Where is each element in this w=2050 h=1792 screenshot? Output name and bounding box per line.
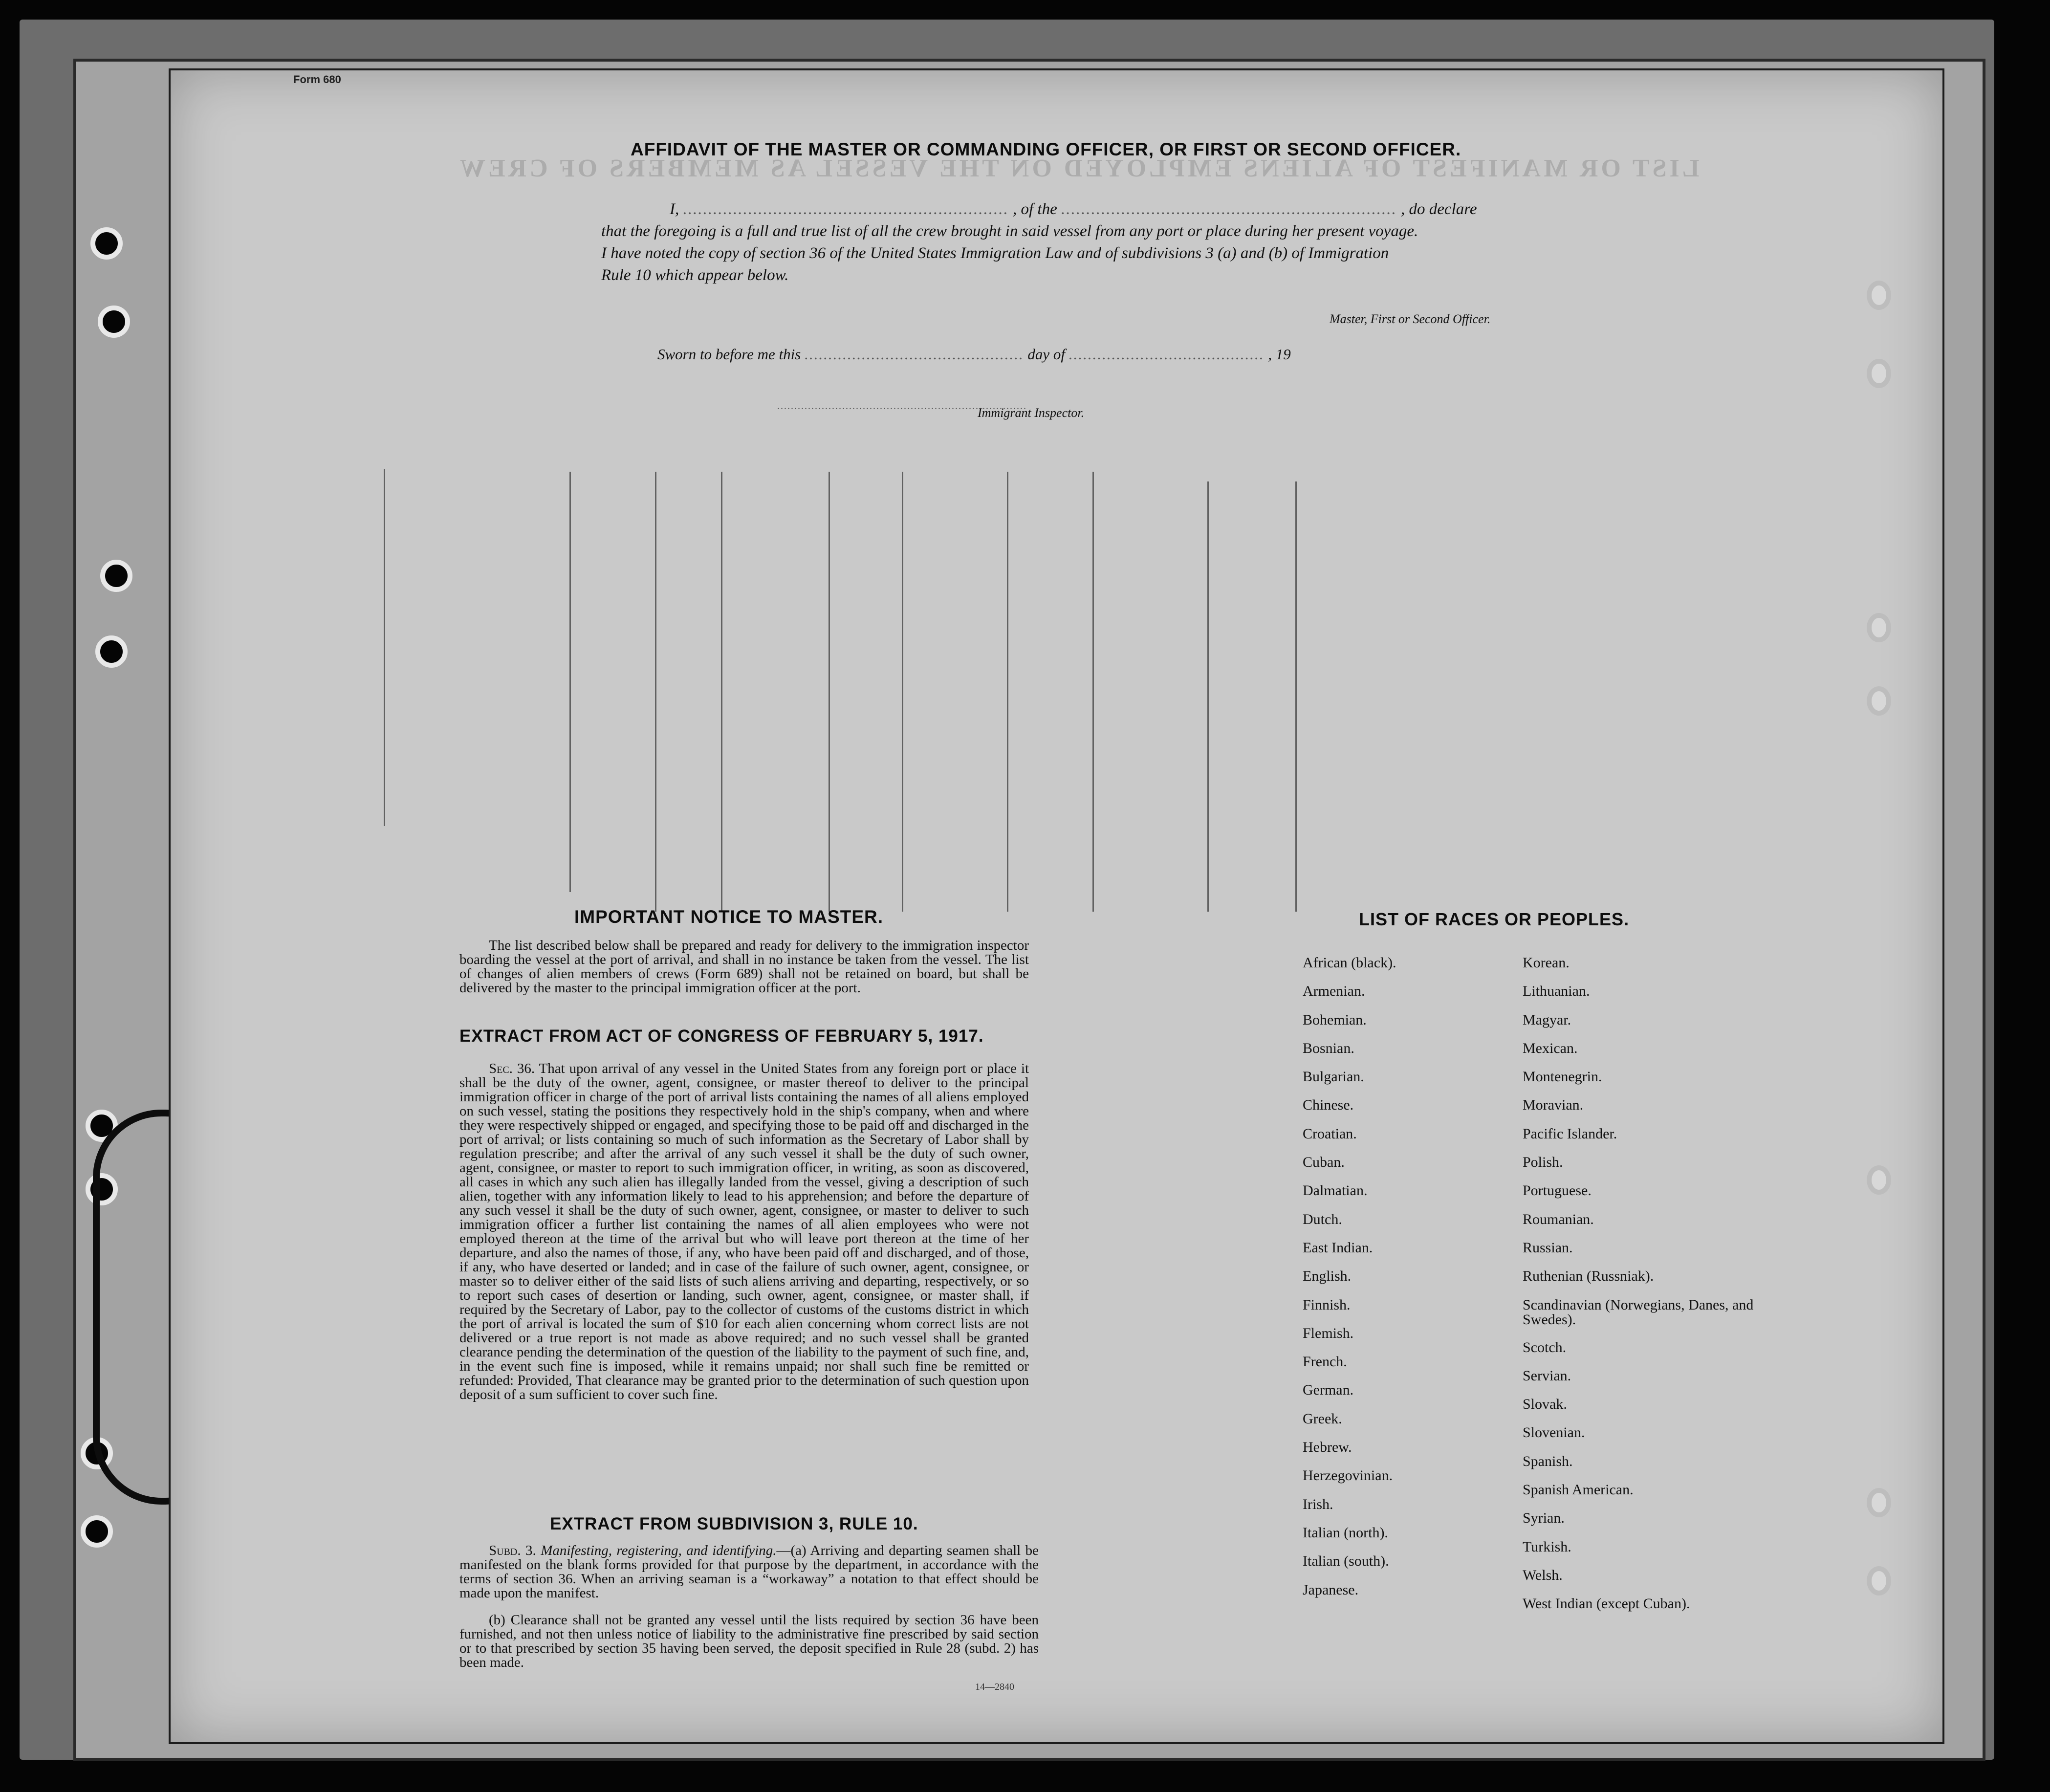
race-item: Hebrew. <box>1303 1439 1352 1456</box>
punch-hole-icon <box>1867 1165 1891 1195</box>
column-rule <box>1207 481 1209 912</box>
race-item: Bulgarian. <box>1303 1069 1364 1085</box>
column-rule <box>384 469 385 826</box>
race-item: Montenegrin. <box>1523 1069 1602 1085</box>
race-item: Scandinavian (Norwegians, Danes, and Swedes). <box>1523 1296 1754 1328</box>
race-item: Croatian. <box>1303 1125 1357 1142</box>
race-item: Bohemian. <box>1303 1011 1367 1028</box>
race-item: Italian (north). <box>1303 1524 1388 1541</box>
punch-hole-icon <box>100 560 132 592</box>
punch-hole-icon <box>1867 359 1891 388</box>
name-blank[interactable]: ................................................................. <box>683 200 1009 218</box>
rule-10-paragraph-b: (b) Clearance shall not be granted any vessel until the lists required by section 36 have been furnished, and not then unless notice of liability to the administrative fine prescribed by said section or to that prescribed by section 35 having been served, the deposit specified in Rule 28 (subd. 2) has been made. <box>459 1612 1039 1670</box>
column-rule <box>902 472 903 912</box>
race-item: Welsh. <box>1523 1567 1563 1583</box>
punch-hole-icon <box>1867 281 1891 310</box>
race-item: Pacific Islander. <box>1523 1125 1617 1142</box>
extract-act-title: EXTRACT FROM ACT OF CONGRESS OF FEBRUARY 5, 1917. <box>459 1027 984 1046</box>
race-item: East Indian. <box>1303 1239 1373 1256</box>
declaration-line-3: I have noted the copy of section 36 of the United States Immigration Law and of subdivisions 3 (a) and (b) of Immigration <box>601 244 1389 262</box>
rule-10-paragraph-a: Subd. 3. Manifesting, registering, and identifying.—(a) Arriving and departing seamen shall be manifested on the blank forms provided for that purpose by the department, in accordance with the terms of section 36. When an arriving seaman is a “workaway” a notation to that effect should be made upon the manifest. <box>459 1543 1039 1601</box>
race-item: Irish. <box>1303 1496 1333 1512</box>
affidavit-title: AFFIDAVIT OF THE MASTER OR COMMANDING OFFICER, OR FIRST OR SECOND OFFICER. <box>631 139 1461 159</box>
race-item: Lithuanian. <box>1523 983 1590 1000</box>
punch-hole-icon <box>1867 1488 1891 1517</box>
extract-rule-title: EXTRACT FROM SUBDIVISION 3, RULE 10. <box>550 1514 918 1533</box>
race-item: Dutch. <box>1303 1211 1342 1227</box>
sworn-line: Sworn to before me this .............................................. day of ......................................... , 19 <box>657 346 1291 363</box>
column-rule <box>1092 472 1094 912</box>
race-item: Syrian. <box>1523 1510 1565 1527</box>
races-title: LIST OF RACES OR PEOPLES. <box>1359 909 1630 929</box>
race-item: Flemish. <box>1303 1325 1354 1341</box>
sworn-day-blank[interactable]: .............................................. <box>805 346 1024 363</box>
races-left-column <box>1303 956 1498 1611</box>
race-item: African (black). <box>1303 955 1396 971</box>
punch-hole-icon <box>95 635 128 668</box>
race-item: English. <box>1303 1268 1352 1285</box>
race-item: Portuguese. <box>1523 1182 1592 1199</box>
bleed-through-title: LIST OR MANIFEST OF ALIENS EMPLOYED ON THE VESSEL AS MEMBERS OF CREW <box>457 154 1700 182</box>
race-item: Finnish. <box>1303 1296 1351 1313</box>
punch-hole-icon <box>81 1515 113 1548</box>
column-rule <box>569 472 571 892</box>
punch-hole-icon <box>98 306 130 338</box>
race-item: Spanish. <box>1523 1453 1573 1469</box>
punch-hole-icon <box>1867 686 1891 716</box>
race-item: Turkish. <box>1523 1538 1571 1555</box>
race-item: Dalmatian. <box>1303 1182 1368 1199</box>
punch-hole-icon <box>1867 1566 1891 1595</box>
sworn-month-blank[interactable]: ......................................... <box>1069 346 1265 363</box>
inspector-signature-label: Immigrant Inspector. <box>978 406 1085 420</box>
inspector-signature-line[interactable]: ......................................................................... <box>777 401 1027 412</box>
race-item: Korean. <box>1523 955 1570 971</box>
punch-hole-icon <box>1867 613 1891 642</box>
race-item: Russian. <box>1523 1239 1573 1256</box>
race-item: Magyar. <box>1523 1011 1571 1028</box>
form-number: Form 680 <box>293 73 341 86</box>
race-item: Armenian. <box>1303 983 1365 1000</box>
race-item: Japanese. <box>1303 1581 1359 1598</box>
race-item: French. <box>1303 1354 1347 1370</box>
declaration-line-1: I, ................................................................. , of the ................................................................... , do declare <box>670 200 1477 218</box>
race-item: Slovenian. <box>1523 1424 1585 1441</box>
race-item: Roumanian. <box>1523 1211 1594 1227</box>
race-item: Herzegovinian. <box>1303 1467 1393 1484</box>
column-rule <box>1007 472 1008 912</box>
race-item: Slovak. <box>1523 1396 1567 1413</box>
master-signature-label: Master, First or Second Officer. <box>1330 312 1491 326</box>
print-code: 14—2840 <box>975 1682 1014 1692</box>
race-item: Cuban. <box>1303 1154 1345 1171</box>
race-item: Chinese. <box>1303 1097 1354 1114</box>
race-item: German. <box>1303 1382 1354 1399</box>
declaration-line-2: that the foregoing is a full and true list of all the crew brought in said vessel from any port or place during her present voyage. <box>601 222 1418 240</box>
race-item: Greek. <box>1303 1410 1342 1427</box>
column-rule <box>1295 481 1297 912</box>
race-item: Italian (south). <box>1303 1553 1389 1570</box>
section-36-paragraph: Sec. 36. That upon arrival of any vessel in the United States from any foreign port or place it shall be the duty of the owner, agent, consignee, or master thereof to deliver to the principal immigration officer in charge of the port of arrival lists containing the names of all aliens employed on such vessel, stating the positions they respectively hold in the ship's company, when and where they were respectively shipped or engaged, and specifying those to be paid off and discharged in the port of arrival; or lists containing so much of such information as the Secretary of Labor shall by regulation prescribe; and after the arrival of any such vessel it shall be the duty of such owner, agent, consignee, or master to report to such immigration officer, in writing, as soon as discovered, all cases in which any such alien has illegally landed from the vessel, giving a description of such alien, together with any information likely to lead to his apprehension; and before the departure of any such vessel it shall be the duty of such owner, agent, consignee, or master to deliver to such immigration officer a further list containing the names of all alien employees who were not employed thereon at the time of the arrival but who will leave port thereon at the time of her departure, and also the names of those, if any, who have been paid off and discharged, and of those, if any, who have deserted or landed; and in case of the failure of such owner, agent, consignee, or master so to deliver either of the said lists of such aliens arriving and departing, respectively, or so to report such cases of desertion or landing, such owner, agent, consignee, or master shall, if required by the Secretary of Labor, pay to the collector of customs of the customs district in which the port of arrival is located the sum of $10 for each alien concerning whom correct lists are not delivered or a true report is not made as above required; and no such vessel shall be granted clearance pending the determination of the question of the liability to the payment of such fine, and, in the event such fine is imposed, while it remains unpaid; nor shall such fine be remitted or refunded: Provided, That clearance may be granted prior to the determination of such question upon deposit of a sum sufficient to cover such fine. <box>459 1061 1029 1402</box>
race-item: Moravian. <box>1523 1097 1584 1114</box>
declaration-line-4: Rule 10 which appear below. <box>601 266 789 284</box>
vessel-blank[interactable]: ................................................................... <box>1061 200 1397 218</box>
race-item: Bosnian. <box>1303 1040 1354 1056</box>
race-item: Ruthenian (Russniak). <box>1523 1268 1654 1285</box>
section-label: Sec. 36. <box>489 1061 535 1076</box>
races-right-column <box>1523 956 1777 1625</box>
race-item: West Indian (except Cuban). <box>1523 1595 1690 1612</box>
race-item: Polish. <box>1523 1154 1563 1171</box>
column-rule <box>655 472 656 912</box>
race-item: Servian. <box>1523 1367 1571 1384</box>
notice-title: IMPORTANT NOTICE TO MASTER. <box>574 907 884 927</box>
notice-paragraph: The list described below shall be prepared and ready for delivery to the immigration inspector boarding the vessel at the port of arrival, and shall in no instance be taken from the vessel. The list of changes of alien members of crews (Form 689) shall not be retained on board, but shall be delivered by the master to the principal immigration officer at the port. <box>459 938 1029 996</box>
punch-hole-icon <box>90 227 123 260</box>
race-item: Scotch. <box>1523 1339 1567 1355</box>
race-item: Spanish American. <box>1523 1482 1634 1498</box>
column-rule <box>721 472 722 912</box>
race-item: Mexican. <box>1523 1040 1578 1056</box>
column-rule <box>829 472 830 912</box>
